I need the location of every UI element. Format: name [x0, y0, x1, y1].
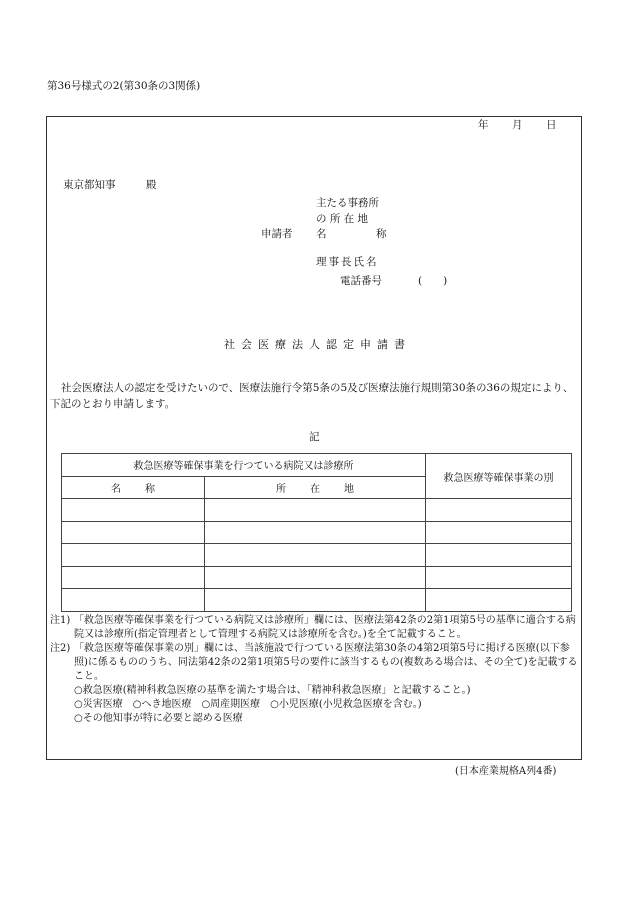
note-item-1: ○救急医療(精神科救急医療の基準を満たす場合は、「精神科救急医療」と記載すること。)	[74, 685, 471, 696]
note-2-label: 注2)	[50, 643, 71, 654]
applicant-director-label: 理事長氏名	[316, 256, 379, 268]
note-item-2: ○災害医療 ○へき地医療 ○周産期医療 ○小児医療(小児救急医療を含む。)	[74, 699, 422, 710]
table-cell-type[interactable]	[426, 544, 572, 567]
facility-table	[61, 453, 572, 612]
applicant-phone-label: 電話番号	[340, 275, 382, 287]
table-header-address	[205, 476, 426, 499]
table-cell-name[interactable]	[62, 544, 205, 567]
table-cell-type[interactable]	[426, 589, 572, 612]
application-body-text	[50, 380, 580, 412]
note-1-text: 「救急医療等確保事業を行つている病院又は診療所」欄には、医療法第42条の2第1項第5号の基準に適合する病院又は診療所(指定管理者として管理する病院又は診療所を含む。)を全て記載すること。	[74, 615, 576, 640]
table-header-group: 救急医療等確保事業を行つている病院又は診療所	[62, 454, 426, 477]
form-number-label: 第36号様式の2(第30条の3関係)	[47, 80, 201, 92]
ki-label: 記	[309, 431, 320, 443]
table-header-address-char-1: 所	[276, 483, 286, 495]
note-1-label: 注1)	[50, 615, 71, 626]
table-header-name	[62, 476, 205, 499]
table-cell-name[interactable]	[62, 566, 205, 589]
document-title: 社会医療法人認定申請書	[224, 338, 411, 351]
note-1	[50, 614, 582, 642]
applicant-address-label-2: の 所 在 地	[316, 213, 369, 225]
table-header-type: 救急医療等確保事業の別	[426, 454, 572, 499]
table-cell-address[interactable]	[205, 521, 426, 544]
addressee-honorific: 殿	[146, 179, 157, 191]
applicant-phone-paren: ( )	[418, 275, 448, 287]
table-cell-address[interactable]	[205, 589, 426, 612]
date-year-label: 年	[478, 119, 489, 131]
table-row	[62, 544, 572, 567]
date-month-label: 月	[512, 119, 523, 131]
application-body-text-content: 社会医療法人の認定を受けたいので、医療法施行令第5条の5及び医療法施行規則第30条の36の規定により、下記のとおり申請します。	[50, 382, 574, 410]
applicant-address-label-1: 主たる事務所	[316, 197, 379, 209]
table-row	[62, 566, 572, 589]
addressee-name: 東京都知事	[63, 179, 116, 191]
table-cell-name[interactable]	[62, 499, 205, 522]
note-2-text: 「救急医療等確保事業の別」欄には、当該施設で行つている医療法第30条の4第2項第5号に掲げる医療(以下参照)に係るもののうち、同法第42条の2第1項第5号の要件に該当するもの(複数ある場合は、その全て)を記載すること。	[74, 643, 578, 682]
table-cell-name[interactable]	[62, 521, 205, 544]
table-row	[62, 589, 572, 612]
table-header-address-char-3: 地	[344, 483, 354, 495]
table-row	[62, 521, 572, 544]
footer-paper-size: (日本産業規格A列4番)	[455, 766, 557, 777]
note-2	[50, 642, 582, 684]
table-cell-address[interactable]	[205, 499, 426, 522]
table-cell-name[interactable]	[62, 589, 205, 612]
table-cell-address[interactable]	[205, 544, 426, 567]
table-header-address-char-2: 在	[310, 483, 320, 495]
table-cell-type[interactable]	[426, 521, 572, 544]
date-day-label: 日	[546, 119, 557, 131]
notes-section	[50, 614, 582, 726]
applicant-label: 申請者	[261, 228, 293, 240]
table-header-name-char-2: 称	[145, 483, 155, 495]
table-cell-type[interactable]	[426, 566, 572, 589]
table-cell-type[interactable]	[426, 499, 572, 522]
applicant-name-label-2: 称	[376, 228, 387, 240]
table-cell-address[interactable]	[205, 566, 426, 589]
table-row	[62, 499, 572, 522]
table-header-name-char-1: 名	[111, 483, 121, 495]
applicant-name-label-1: 名	[316, 228, 327, 240]
note-item-3: ○その他知事が特に必要と認める医療	[74, 713, 243, 724]
